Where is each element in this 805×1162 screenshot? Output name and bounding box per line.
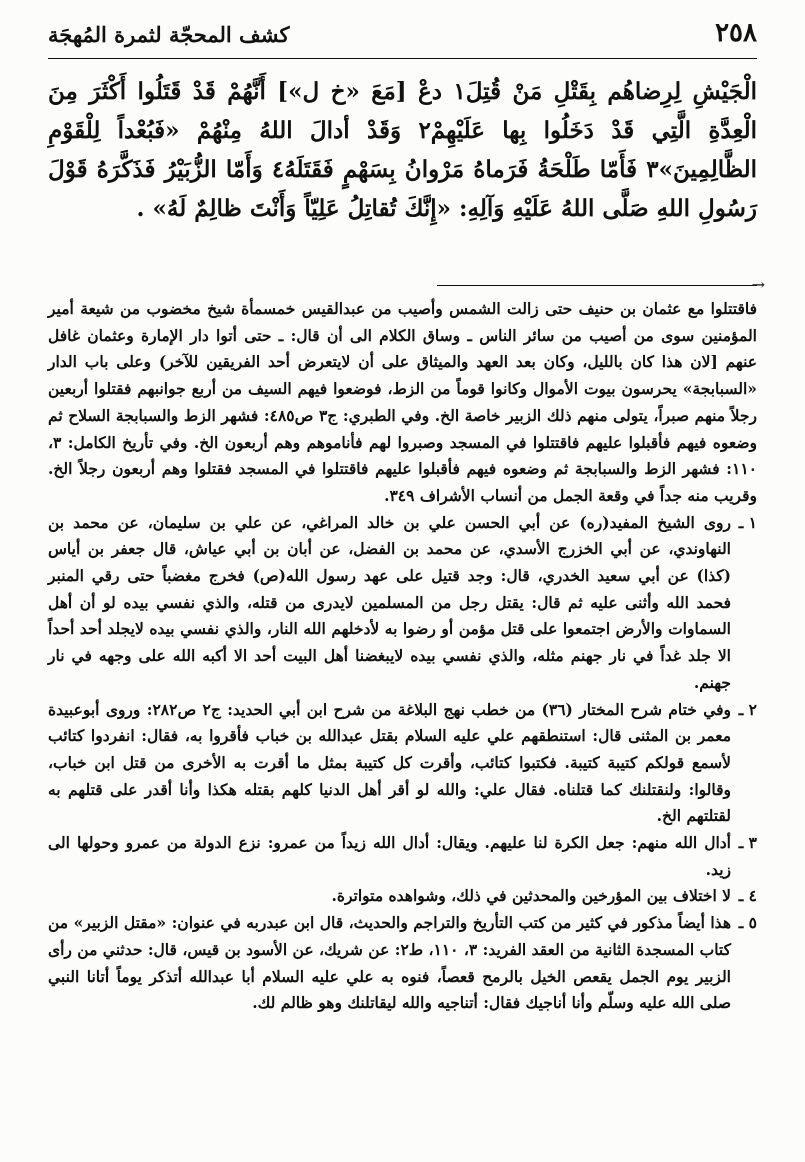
footnote-5 <box>48 910 757 1017</box>
arrow-icon: → <box>751 275 765 294</box>
page-number: ٢٥٨ <box>715 18 757 48</box>
page-header <box>48 18 757 62</box>
footnote-number: ٤ ـ <box>738 886 757 906</box>
footnote-text: روى الشيخ المفيد(ره) عن أبي الحسن علي بن خالد المراغي، عن علي بن سليمان، عن محمد بن النهاوندي، عن أبي الخزرج الأسدي، عن محمد بن الفضل، عن أبان بن أبي عياش، قال جعفر بن أياس (كذا) عن أبي سعيد الخدري، قال: وجد قتيل على عهد رسول الله(ص) فخرج مغضباً حتى رقي المنبر فحمد الله وأثنى عليه ثم قال: يقتل رجل من المسلمين لايدرى من قتله، والذي نفسي بيده لو أن أهل السماوات والأرض اجتمعوا على قتل مؤمن أو رضوا به لأدخلهم الله النار، والذي نفسي بيده لايجلد أحد أحداً الا جلد غداً في نار جهنم مثله، والذي نفسي بيده لايبغضنا أهل البيت أحد الا أكبه الله على وجهه في نار جهنم. <box>48 512 731 692</box>
footnote-divider <box>437 285 757 286</box>
footnote-text: لا اختلاف بين المؤرخين والمحدثين في ذلك، وشواهده متواترة. <box>331 886 731 906</box>
footnote-number: ٥ ـ <box>738 913 757 933</box>
footnote-text: أدال الله منهم: جعل الكرة لنا عليهم. ويقال: أدال الله زيداً من عمرو: نزع الدولة من عمرو وحولها الى زيد. <box>48 833 731 879</box>
footnote-number: ٣ ـ <box>738 833 757 853</box>
footnotes <box>48 296 757 1017</box>
footnote-text: وفي ختام شرح المختار (٣٦) من خطب نهج البلاغة من شرح ابن أبي الحديد: ج٢ ص٢٨٢: وروى أبوعبيدة معمر بن المثنى قال: استنطقهم علي عليه السلام بقتل عبدالله بن خباب فأقروا به، فقال: انفردوا كتائب لأسمع قولكم كتيبة كتيبة. فكتبوا كتائب، وأقرت كل كتيبة بمثل ما أقرت به الأخرى من قتل ابن خباب، وقالوا: ولنقتلنك كما قتلناه. فقال علي: والله لو أقر أهل الدنيا كلهم بقتله هكذا وأنا أقدر على قتلهم به لقتلتهم الخ. <box>48 699 732 826</box>
footnote-2 <box>48 697 757 831</box>
footnote-number: ٢ ـ <box>738 699 757 719</box>
footnote-4 <box>48 883 757 910</box>
footnote-number: ١ ـ <box>738 512 757 532</box>
footnote-1 <box>48 510 757 697</box>
running-title: كشف المحجّة لثمرة المُهجَة <box>48 22 290 47</box>
footnote-3 <box>48 830 757 883</box>
footnote-text: هذا أيضاً مذكور في كثير من كتب التأريخ والتراجم والحديث، قال ابن عبدربه في عنوان: «مقتل الزبير» من كتاب المسجدة الثانية من العقد الفريد: ٣، ١١٠، ط٢: عن شريك، عن الأسود بن قيس، قال: حدثني من رأى الزبير يوم الجمل يقعص الخيل بالرمح قعصاً، فنوه به علي عليه السلام أبا عبدالله أتذكر يوماً أتانا النبي صلى الله عليه وسلّم وأنا أناجيك فقال: أتناجيه والله ليقاتلنك وهو ظالم لك. <box>47 913 731 1013</box>
main-paragraph: الْجَيْشِ لِرِضاهُم بِقَتْلِ مَنْ قُتِلَ١ دعْ [مَعَ «خ ل»] أَنَّهُمْ قَدْ قَتَلُوا أَكْثَرَ مِنَ الْعِدَّةِ الَّتِي قَدْ دَخَلُوا بِها عَلَيْهِمْ٢ وَقَدْ أدالَ اللهُ مِنْهُمْ «فَبُعْداً لِلْقَوْمِ الظَّالِمِينَ»٣ فَأَمّا طَلْحَةُ فَرَماهُ مَرْوانُ بِسَهْمٍ فَقَتَلَهُ٤ وَأَمّا الزُّبَيْرُ فَذَكَّرَهُ قَوْلَ رَسُولِ اللهِ صَلَّى اللهُ عَلَيْهِ وَآلِهِ: «إِنَّكَ تُقاتِلُ عَلِيّاً وَأَنْتَ ظالِمٌ لَهُ» . <box>48 78 757 222</box>
header-rule <box>48 58 757 59</box>
main-text <box>48 72 757 228</box>
footnote-continuation: فاقتتلوا مع عثمان بن حنيف حتى زالت الشمس وأصيب من عبدالقيس خمسمأة شيخ مخضوب من شيعة أمير المؤمنين سوى من أصيب من سائر الناس ـ وساق الكلام الى أن قال: ـ حتى أتوا دار الإمارة وعثمان غافل عنهم [لان هذا كان بالليل، وكان بعد العهد والميثاق على أن لايتعرض أحد الفريقين للآخر) وعلى باب الدار «السبابجة» يحرسون بيوت الأموال وكانوا قوماً من الزط، فوضعوا فيهم السيف من أربع جوانبهم فقتلوا أربعين رجلاً منهم صبراً، يتولى منهم ذلك الزبير خاصة الخ. وفي الطبري: ج٣ ص٤٨٥: فشهر الزط والسبابجة السلاح ثم وضعوه فيهم فأقبلوا عليهم فاقتتلوا في المسجد وصبروا لهم فأناموهم وهم أربعون الخ. وفي تأريخ الكامل: ٣، ١١٠: فشهر الزط والسبابجة ثم وضعوه فيهم فأقبلوا عليهم فاقتتلوا في المسجد فقتلوا وهم أربعون رجلاً الخ. وقريب منه جداً في وقعة الجمل من أنساب الأشراف ٣٤٩. <box>48 299 757 505</box>
